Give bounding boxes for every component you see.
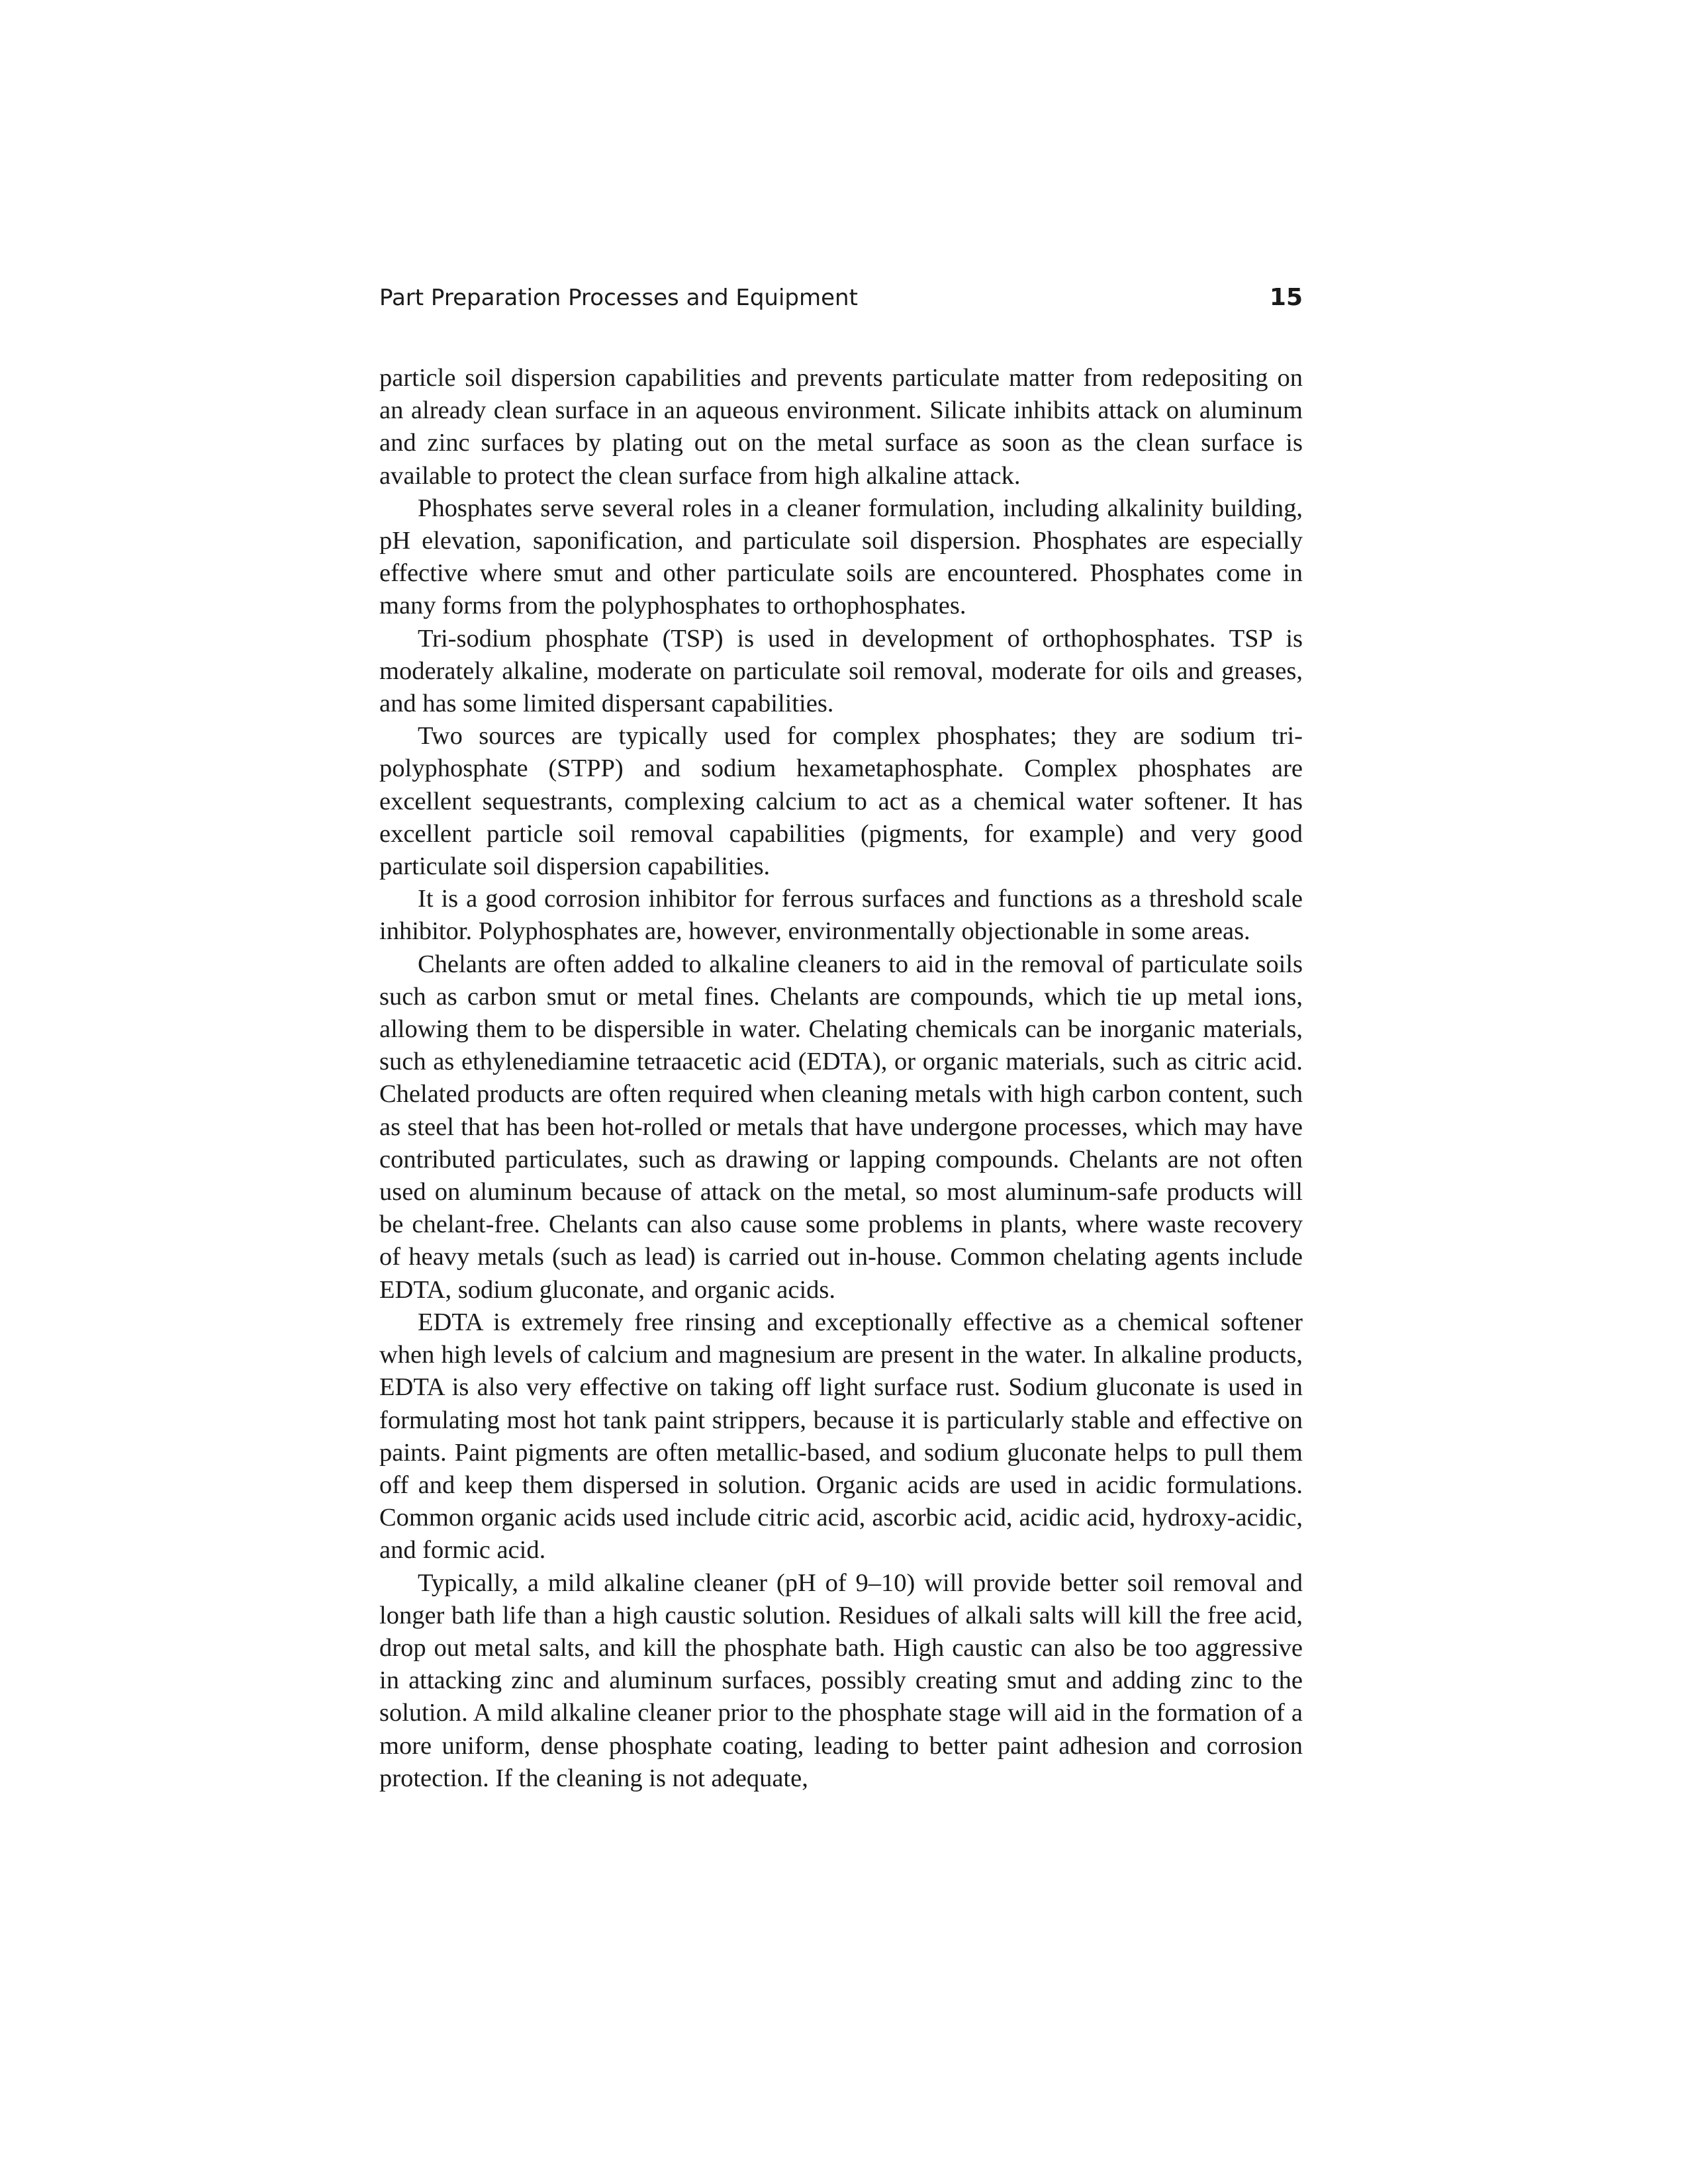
paragraph-mild-alkaline-cleaner: Typically, a mild alkaline cleaner (pH of 9–10) will provide better soil removal and longer bath life than a high caustic solution. Residues of alkali salts will kill the free acid, drop out metal salts, and kill the phosphate bath. High caustic can also be too aggressive in attacking zinc and aluminum surfaces, possibly creating smut and adding zinc to the solution. A mild alkaline cleaner prior to the phosphate stage will aid in the formation of a more uniform, dense phosphate coating, leading to better paint adhesion and corrosion protection. If the cleaning is not adequate, bbox=[379, 1569, 1303, 1792]
paragraph-complex-phosphates: Two sources are typically used for complex phosphates; they are sodium tri-polyphosphate (STPP) and sodium hexametaphosphate. Complex phosphates are excellent sequestrants, complexing calcium to act as a chemical water softener. It has excellent particle soil removal capabilities (pigments, for example) and very good particulate soil dispersion capabilities. bbox=[379, 722, 1303, 881]
paragraph-continuation: particle soil dispersion capabilities and prevents particulate matter from redepositing on an already clean surface in an aqueous environment. Silicate inhibits attack on aluminum and zinc surfaces by plating out on the metal surface as soon as the clean surface is available to protect the clean surface from high alkaline attack. bbox=[379, 364, 1303, 490]
running-head bbox=[379, 278, 1303, 318]
paragraph-corrosion-inhibitor: It is a good corrosion inhibitor for ferrous surfaces and functions as a threshold scale inhibitor. Polyphosphates are, however, environmentally objectionable in some areas. bbox=[379, 885, 1303, 946]
running-title: Part Preparation Processes and Equipment bbox=[379, 285, 858, 311]
page-number: 15 bbox=[1269, 284, 1303, 311]
body-text bbox=[379, 362, 1303, 1795]
paragraph-tsp: Tri-sodium phosphate (TSP) is used in development of orthophosphates. TSP is moderately alkaline, moderate on particulate soil removal, moderate for oils and greases, and has some limited dispersant capabilities. bbox=[379, 624, 1303, 718]
paragraph-chelants: Chelants are often added to alkaline cleaners to aid in the removal of particulate soils such as carbon smut or metal fines. Chelants are compounds, which tie up metal ions, allowing them to be dispersible in water. Chelating chemicals can be inorganic materials, such as ethylenediamine tetraacetic acid (EDTA), or organic materials, such as citric acid. Chelated products are often required when cleaning metals with high carbon content, such as steel that has been hot-rolled or metals that have undergone processes, which may have contributed particulates, such as drawing or lapping compounds. Chelants are not often used on aluminum because of attack on the metal, so most aluminum-safe products will be chelant-free. Chelants can also cause some problems in plants, where waste recovery of heavy metals (such as lead) is carried out in-house. Common chelating agents include EDTA, sodium gluconate, and organic acids. bbox=[379, 950, 1303, 1304]
paragraph-edta: EDTA is extremely free rinsing and exceptionally effective as a chemical softener when high levels of calcium and magnesium are present in the water. In alkaline products, EDTA is also very effective on taking off light surface rust. Sodium gluconate is used in formulating most hot tank paint strippers, because it is particularly stable and effective on paints. Paint pigments are often metallic-based, and sodium gluconate helps to pull them off and keep them dispersed in solution. Organic acids are used in acidic formulations. Common organic acids used include citric acid, ascorbic acid, acidic acid, hydroxy-acidic, and formic acid. bbox=[379, 1308, 1303, 1565]
paragraph-phosphates: Phosphates serve several roles in a cleaner formulation, including alkalinity building, pH elevation, saponification, and particulate soil dispersion. Phosphates are especially effective where smut and other particulate soils are encountered. Phosphates come in many forms from the polyphosphates to orthophosphates. bbox=[379, 494, 1303, 620]
